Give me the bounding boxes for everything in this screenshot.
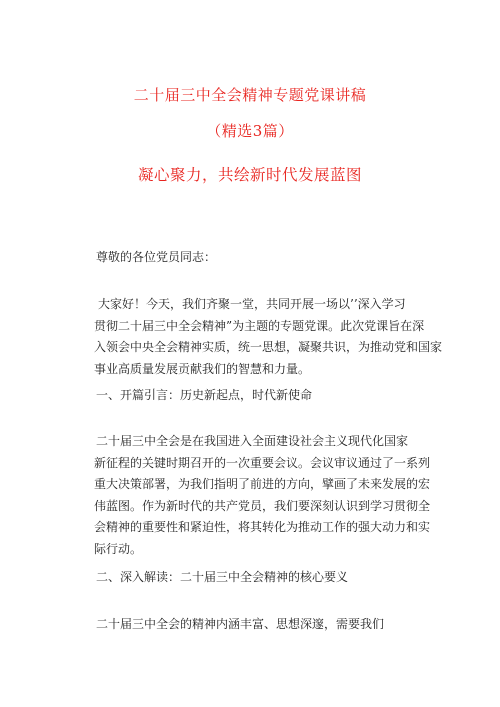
paragraph-1-line: 大家好！今天，我们齐聚一堂，共同开展一场以’’深入学习 (98, 297, 406, 311)
paragraph-1-line: 入领会中央全会精神实质，统一思想，凝聚共识，为推动党和国家 (94, 340, 443, 354)
document-title: 二十届三中全会精神专题党课讲稿 (133, 86, 367, 104)
paragraph-2-line: 伟蓝图。作为新时代的共产党员，我们要深刻认识到学习贯彻全 (94, 498, 431, 513)
section-heading-2: 二、深入解读：二十届三中全会精神的核心要义 (96, 570, 349, 584)
salutation: 尊敬的各位党员同志： (96, 250, 217, 264)
paragraph-2-line: 新征程的关键时期召开的一次重要会议。会议审议通过了一系列 (94, 455, 431, 470)
section-heading-1: 一、开篇引言：历史新起点，时代新使命 (96, 388, 313, 402)
paragraph-2-line: 际行动。 (94, 541, 143, 556)
paragraph-3 (96, 614, 439, 636)
paragraph-2-line: 重大决策部署，为我们指明了前进的方向，擘画了未来发展的宏 (94, 477, 431, 491)
paragraph-2-line: 会精神的重要性和紧迫性，将其转化为推动工作的强大动力和实 (94, 520, 431, 534)
document-heading: 凝心聚力，共绘新时代发展蓝图 (137, 166, 362, 184)
paragraph-2-line: 二十届三中全会是在我国进入全面建设社会主义现代化国家 (96, 434, 409, 448)
paragraph-1-line: 事业高质量发展贡献我们的智慧和力量。 (94, 361, 311, 376)
paragraph-1 (94, 294, 443, 380)
paragraph-1-line: 贯彻二十届三中全会精神”为主题的专题党课。此次党课旨在深 (94, 318, 425, 333)
document-subtitle: （精选3篇） (206, 122, 294, 140)
paragraph-2 (96, 431, 439, 560)
paragraph-3-line: 二十届三中全会的精神内涵丰富、思想深邃，需要我们 (96, 617, 385, 631)
